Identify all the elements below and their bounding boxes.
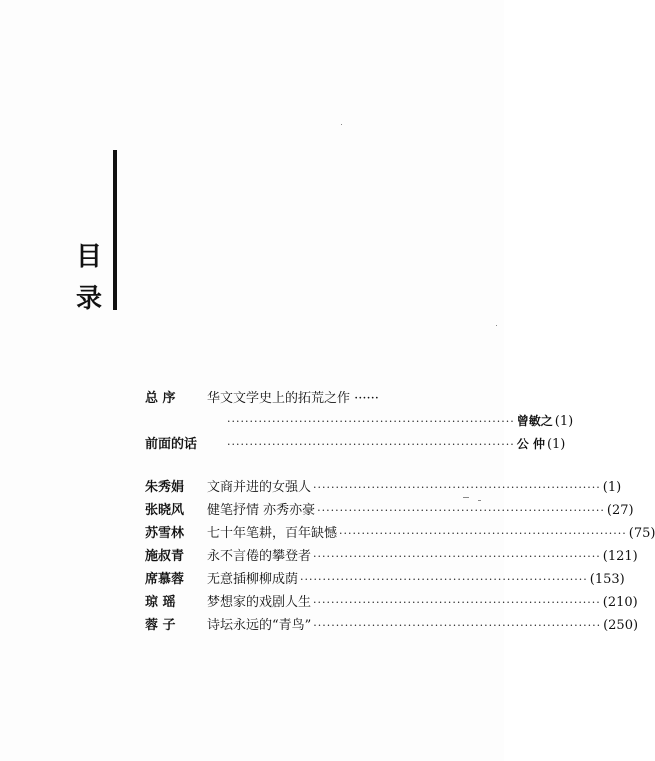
toc-row-chapter: [145, 522, 655, 545]
chapter-entry: [207, 476, 622, 499]
chapter-entry: [207, 545, 638, 568]
leader-dots: ································································: [339, 527, 627, 540]
chapter-author: 席慕蓉: [145, 572, 185, 587]
foreword-author: 公 仲: [516, 437, 545, 451]
leader-dots: ································································: [313, 619, 602, 632]
scan-speck: [478, 500, 481, 501]
toc-row-chapter: [145, 476, 622, 499]
leader-dots: ································································: [227, 415, 515, 428]
chapter-author: 张晓风: [145, 503, 185, 518]
scan-speck: [496, 325, 497, 326]
foreword-label: 前面的话: [145, 437, 198, 452]
chapter-author: 琼 瑶: [145, 595, 176, 610]
chapter-page: (210): [602, 595, 638, 610]
preface-label: 总 序: [145, 391, 176, 406]
leader-dots: ································································: [313, 481, 601, 494]
toc-title-char-2: 录: [76, 284, 103, 314]
toc-row-foreword: [145, 433, 566, 456]
chapter-title: 诗坛永远的“青鸟”: [207, 618, 312, 633]
chapter-entry: [207, 522, 655, 545]
preface-author-entry: [225, 410, 574, 433]
chapter-page: (1): [602, 480, 622, 495]
leader-dots: ································································: [317, 504, 605, 517]
chapter-entry: [207, 591, 638, 614]
chapter-entry: [207, 568, 625, 591]
chapter-title: 无意插柳柳成荫: [207, 572, 299, 587]
chapter-entry: [207, 499, 634, 522]
foreword-entry: [225, 433, 566, 456]
chapter-page: (75): [628, 526, 655, 541]
chapter-entry: [207, 614, 639, 637]
leader-dots: ································································: [313, 596, 601, 609]
toc-row-chapter: [145, 568, 625, 591]
chapter-title: 文商并进的女强人: [207, 480, 312, 495]
table-of-contents: [145, 387, 655, 637]
toc-row-chapter: [145, 591, 638, 614]
toc-row-chapter: [145, 614, 639, 637]
leader-dots: ································································: [313, 550, 601, 563]
preface-author: 曾敏之: [516, 414, 553, 428]
vertical-rule: [113, 150, 117, 310]
chapter-page: (27): [606, 503, 634, 518]
toc-row-preface-author: [145, 410, 574, 433]
chapter-title: 健笔抒情 亦秀亦豪: [207, 503, 316, 518]
scan-speck: [341, 124, 342, 125]
toc-row-chapter: [145, 545, 638, 568]
chapter-page: (250): [603, 618, 639, 633]
chapter-title: 七十年笔耕，百年缺憾: [207, 526, 338, 541]
chapter-author: 朱秀娟: [145, 480, 185, 495]
toc-title-char-1: 目: [76, 242, 103, 272]
preface-page: (1): [554, 414, 574, 429]
chapter-title: 永不言倦的攀登者: [207, 549, 312, 564]
chapter-page: (121): [602, 549, 638, 564]
chapter-author: 苏雪林: [145, 526, 185, 541]
foreword-page: (1): [546, 437, 566, 452]
toc-row-chapter: [145, 499, 634, 522]
leader-dots: ································································: [227, 438, 515, 451]
leader-dots: ································································: [300, 573, 588, 586]
chapter-title: 梦想家的戏剧人生: [207, 595, 312, 610]
scan-speck: [463, 497, 469, 498]
chapter-author: 施叔青: [145, 549, 185, 564]
toc-row-preface: [145, 387, 430, 410]
chapter-author: 蓉 子: [145, 618, 176, 633]
preface-title: 华文文学史上的拓荒之作 ······: [207, 391, 379, 406]
section-gap: [145, 456, 430, 476]
chapter-page: (153): [589, 572, 625, 587]
preface-entry: [207, 387, 430, 410]
